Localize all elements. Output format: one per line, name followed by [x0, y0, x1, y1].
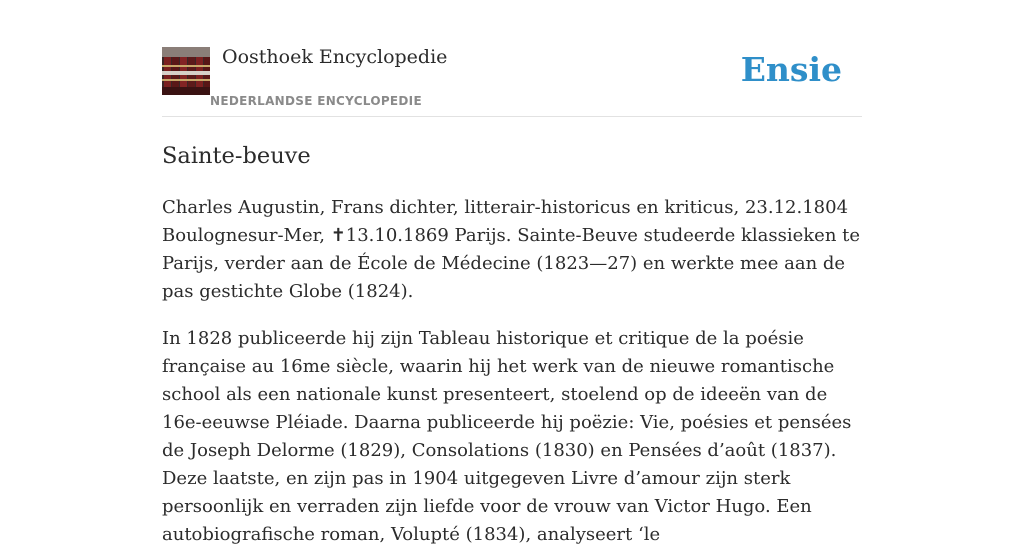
article-paragraph-1: Charles Augustin, Frans dichter, litterair-historicus en kriticus, 23.12.1804 Boulognesur-Mer, ✝13.10.1869 Parijs. Sainte-Beuve studeerde klassieken te Parijs, verder aan de École de Médecine (1823—27) en werkte mee aan de pas gestichte Globe (1824). — [162, 197, 861, 302]
article-title: Sainte-beuve — [162, 143, 311, 169]
site-subtitle: NEDERLANDSE ENCYCLOPEDIE — [210, 94, 422, 108]
encyclopedia-books-icon[interactable] — [162, 47, 210, 95]
article-paragraph-2: In 1828 publiceerde hij zijn Tableau historique et critique de la poésie française au 16me siècle, waarin hij het werk van de nieuwe romantische school als een nationale kunst presenteert, stoelend op de ideeën van de 16e-eeuwse Pléiade. Daarna publiceerde hij poëzie: Vie, poésies et pensées de Joseph Delorme (1829), Consolations (1830) en Pensées d’août (1837). Deze laatste, en zijn pas in 1904 uitgegeven Livre d’amour zijn sterk persoonlijk en verraden zijn liefde voor de vrouw van Victor Hugo. Een autobiografische roman, Volupté (1834), analyseert ‘le — [162, 328, 852, 545]
page — [162, 0, 862, 549]
site-header — [162, 0, 862, 117]
brand-logo-link[interactable]: Ensie — [740, 50, 842, 89]
site-name[interactable]: Oosthoek Encyclopedie — [222, 46, 448, 68]
